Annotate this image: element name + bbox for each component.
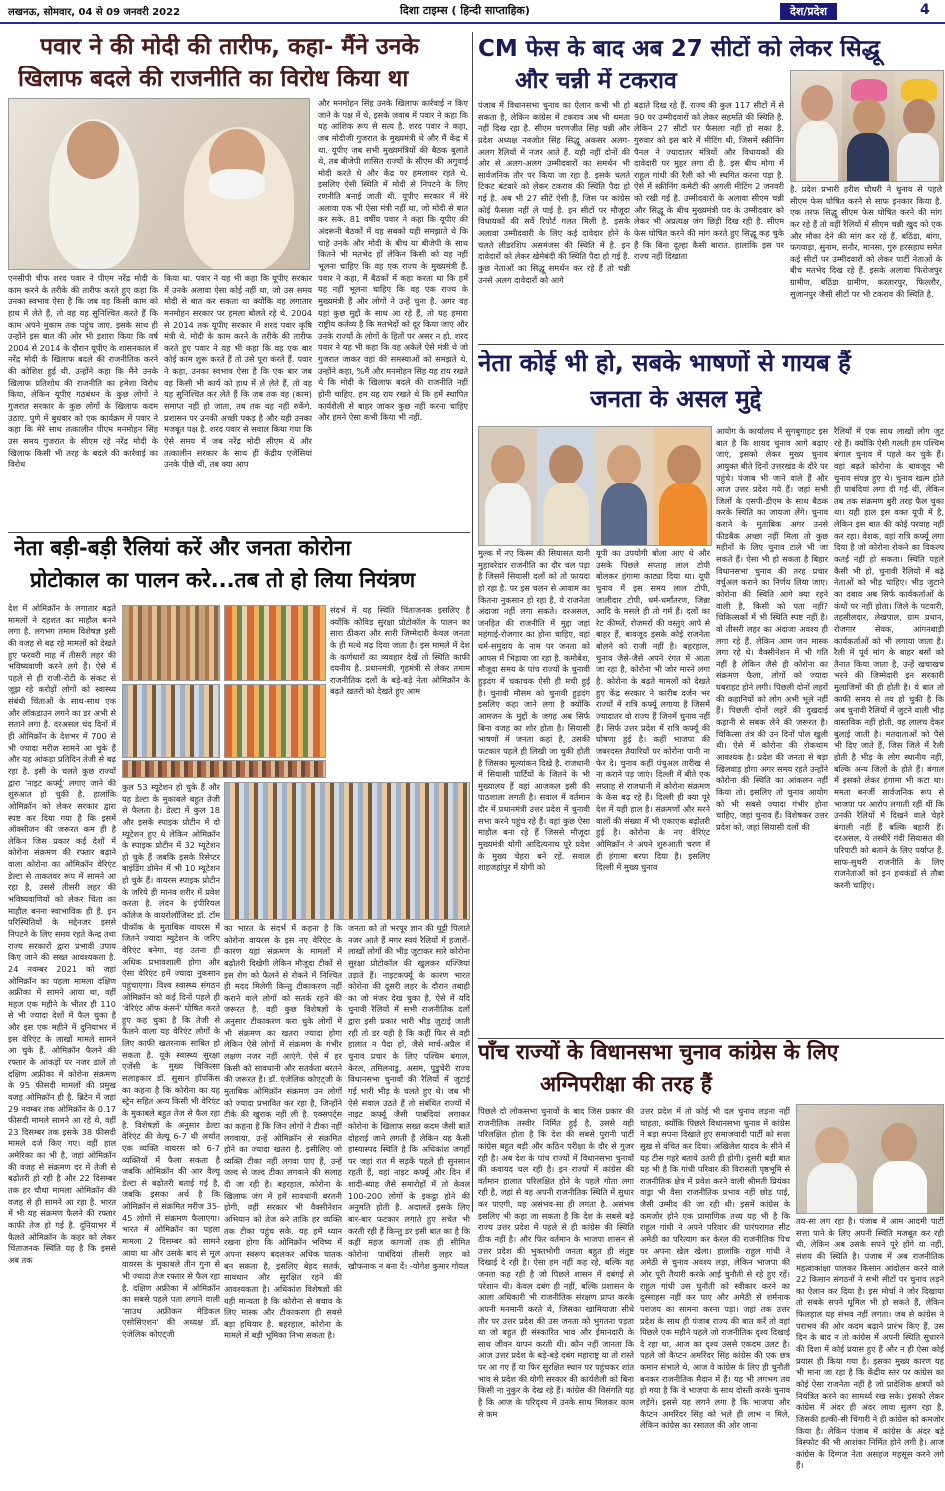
story4-headline-2: जनता के असल मुद्दे [590, 386, 762, 413]
face-shape [801, 85, 833, 121]
section-label: देश/प्रदेश [780, 3, 837, 20]
story2-column-2: बढ़ाते दिख रहे हैं. राज्य की कुल 117 सीटों में से 90 पर उम्मीदवारों को लेकर सहमति की स्थिति है. लेकिन 27 सीटों पर फैसला नहीं हो सका है. गुरुवार को इस बारे में मीटिंग थी, जिसमें स्क्रीनिंग पैनल ने ज्यादातर मंत्रियों और विधायकों की दावेदारी पर मुहर लगा दी है. इस बीच मोगा में राहुल गांधी की रैली को भी स्थगित करना पड़ा है. ऐसे में स्क्रीनिंग कमेटी की अगली मीटिंग 2 जनवरी को रखी गई है. उम्मीदवारों के अलावा सीएम चन्नी और सिद्धू के बीच मुख्यमंत्री पद के उम्मीदवार को लेकर भी अप्रत्यक्ष जंग छिड़ी दिख रही है. सीएम फेस घोषित करने की मांग करते हुए सिद्धू कह चुके हैं कि बिना दूल्हा कैसी बारात. हालांकि इस पर राज्य नहीं दिखाता [634, 100, 784, 262]
story2-headline-2: और चन्नी में टकराव [515, 68, 677, 94]
story2-headline-1: CM फेस के बाद अब 27 सीटों को लेकर सिद्धू [478, 36, 881, 62]
rally-crowd-photo [224, 684, 326, 758]
story1-column-1: एनसीपी चीफ शरद पवार ने पीएम नरेंद्र मोदी के काम करने के तरीके की तारीफ करते हुए कहा कि उनका स्वभाव ऐसा है कि जब वह किसी काम को हाथ में लेते हैं, तो वह यह सुनिश्चित करते हैं कि काम अपने मुकाम तक पहुंच जाए. इसके साथ ही उन्होंने इस बात की ओर भी इशारा किया कि वर्ष 2004 से 2014 के दौरान यूपीए के शासनकाल में नरेंद्र मोदी के खिलाफ बदले की राजनीतिक करने की कोशिश हुई थी. उन्होंने कहा कि मैंने उनके खिलाफ प्रतिशोध की राजनीति का हमेशा विरोध किया, लेकिन यूपीए गठबंधन के कुछ लोगों ने गुजरात सरकार के कुछ लोगों के खिलाफ कदम उठाए. पुणे में बुधवार को एक कार्यक्रम में पवार ने कहा कि मेरे साथ तत्कालीन पीएम मनमोहन सिंह उस समय गुजरात के सीएम रहे नरेंद्र मोदी के खिलाफ किसी भी तरह के बदले की कार्रवाई का विरोध [8, 273, 158, 470]
story4-column-2: यूपी का उपयोगी बोला आए थे और उसके पिछले सप्ताह लाल टोपी बोलकर हंगामा काट्या दिया था। यूपी चुनाव में इस समय लाल टोपी, जालीदार टोपी, धर्म-धर्मांतरण, जिन्ना आदि के मसले ही तो गर्म हैं। दलों का रेट कीमतें, रोजमर्रा की वस्तुएं आपे से बाहर हैं, बावजूद इसके कोई राजनेता बोलने को राजी नहीं है। बहरहाल, चुनाव जैसे-जैसे अपने रंगत में आता जा रहा है, कोरोना भी जोर मारने लगा है. कोरोना के बढ़ते मामलों को देखते हुए केंद्र सरकार ने कारीब दर्जन भर राज्यों में रात्रि कर्फ्यू लगाया है जिसमें ज्यादातर वो राज्य हैं जिनमें चुनाव नहीं हैं। सिर्फ उत्तर प्रदेश में रात्रि कर्फ्यू की घोषणा हुई है। कहीं भाजपा की जबरदस्त तैयारियों पर कोरोना पानी ना फेर दे। चुनाव कहीं पंचुअल तारीख से ना कराने पड़ जाएं। दिल्ली में बीते एक सप्ताह से राजधानी में कोरोना संक्रमण के केस बढ़ रहे हैं। दिल्ली ही क्या पूरे देश में यही हाल है। संक्रमणों और मरने वालों की संख्या में भी एकाएक बढ़ोतरी हुई है। कोरोना के नए वेरिएंट ओमिक्रॉन ने अपने शुरुआती चरण में ही हंगामा बरपा दिया है। इसलिए दिल्ली में मुख्य चुनाव [596, 548, 710, 873]
turban-shape [851, 79, 887, 101]
column-rule [472, 32, 473, 1212]
story5-column-2: उत्तर प्रदेश में तो कोई भी दल चुनाव लड़ना नहीं चाहता, क्योंकि पिछले विधानसभा चुनाव में कांग्रेस ने बड़ा सपना दिखाते हुए समाजवादी पार्टी को सत्ता सुख से वंचित कर दिया। अखिलेश यादव के सीने में यह टीस गहरे बताये उतरी ही होगी। दूसरी बड़ी बात यह भी है कि गांधी परिवार की विरासती पृष्ठभूमि से राजनीतिक क्षेत्र में प्रवेश करने वाली श्रीमती प्रियंका वाड्रा भी वैसा राजनीतिक प्रभाव नहीं छोड़ पाई, जैसी उम्मीद की जा रही थी। इसमें कांग्रेस के कमजोर होने एक प्रामाणिक तथ्य यह भी है कि राहुल गांधी ने अपने परिवार की पारंपरागत सीट अमेठी का परित्याग कर केरल की राजनीतिक पिच पर अपना खेल खेला। हालांकि राहुल गांधी ने अमेठी से चुनाव अवश्य लड़ा, लेकिन भाजपा की ओर पूरी तैयारी करके आई चुनौती से रहे हुए रहें। राहुल गांधी उस चुनौती को स्वीकार करने का दुस्साहस नहीं कर पाए और अमेठी से शर्मनाक पराजय का सामना करना पड़ा। जहां तक उत्तर प्रदेश के साथ ही पंजाब राज्य की बात करें तो वहां पिछले एक महीने पहले जो राजनीतिक दृश्य दिखाई दे रहा था, आज का दृश्य उससे एकदम उलट है। पहले जो कैप्टन अमरिंदर सिंह कांग्रेस की एक छत्र कमान संभाले थे, आज वे कांग्रेस के लिए ही चुनौती बनकर राजनीतिक मैदान में हैं। यह भी लगभग तय हो गया है कि वे भाजपा के साथ दोस्ती करके चुनाव लड़ेंगे। इससे यह लगने लगा है कि भाजपा और कैप्टन अमरिंदर सिंह को भले ही लाभ न मिले, लेकिन कांग्रेस का रसातल की ओर जाना [640, 1106, 790, 1431]
section-rule [8, 532, 470, 533]
face-shape [549, 445, 583, 485]
story3-headline-2: प्रोटोकाल का पालन करे...तब तो हो लिया नियंत्रण [30, 568, 416, 592]
section-rule [478, 1038, 944, 1039]
face-shape [667, 445, 701, 485]
person-figure [807, 1163, 857, 1214]
story4-column-3: आयोग के कार्यालय में सुगबुगाहट इस बात है कि शायद चुनाव आगे बढ़ाए जाएं, इसको लेकर मुख्य चुनाव आयुक्त बीते दिनों उत्तरखंड के दौरे पर पहुंचे। पंजाब भी जाने वाले हैं और आज उत्तर प्रदेश गये हैं। जहां सभी जिलों के एसपी-डीएम के साथ बैठक करके स्थिति का जायजा लेंगे। चुनाव कराने के मुताबिक अगर उनसे फीडबैक अच्छा नहीं मिला तो कुछ महीनों के लिए चुनाव टाले भी जा सकते हैं। ऐसा भी हो सकता है बिहार विधानसभा चुनाव की तरह प्रचार वर्चुअल कराने का निर्णय लिया जाए। कोरोना की स्थिति आगे क्या रहने वाली है, किसी को पता नहीं? चिकित्सकों में भी स्थिति स्पष्ट नहीं है। वो तीसरी लहर का अंदाजा अवश्य ही लगा रहे हैं. लेकिन आम जन मास्क लगा रहे थे। वैक्सीनेशन में भी गति नहीं है लेकिन जैसे ही कोरोना का संक्रमण फैला, लोगों को ज्यादा घबराहट होने लगी। पिछली दोनों लहरों की कहानियों को लोग अभी भूले नहीं हैं। पिछली दोनों लहरें की दुखदाई कहानी से सबक लेने की जरूरत है। चिकित्सा तंत्र की उन दिनों पोल खुली थी। ऐसे में कोरोना की रोकथाम आवश्यक है। प्रदेश की जनता से बड़ा खिलवाड़ होगा अगर समय रहते उन्होंने कोरोना की स्थिति का आंकलन नहीं किया तो। इसलिए तो चुनाव आयोग को भी सबसे ज्यादा गंभीर होना चाहिए, जहां चुनाव हैं। विशेषकर उत्तर प्रदेश को, जहां सियासी दलों की [716, 426, 828, 832]
person-figure [873, 1161, 927, 1214]
person-figure [796, 121, 838, 182]
masthead-date: लखनऊ, सोमवार, 04 से 09 जनवरी 2022 [8, 7, 181, 18]
page-number: 4 [920, 2, 930, 18]
story5-column-1: पिछले दो लोकसभा चुनावों के बाद जिस प्रकार की राजनीतिक तस्वीर निर्मित हुई है, उससे यही परिलक्षित होता है कि देश की सबसे पुरानी पार्टी कांग्रेस बहुत बड़ी और कठिन परीक्षा के दौर से गुजर रही है। अब देश के पांच राज्यों में विधानसभा चुनावों की कवायद चल रही है। इन राज्यों में कांग्रेस की वर्तमान हालात परिलक्षित होने के पहले गोता लगा रही है, जहां से वह अपनी राजनीतिक स्थिति में सुधार कर पाएगी, यह असंभव-सा ही लगता है. असंभव इसलिए भी कहा जा सकता है कि देश के सबसे बड़े राज्य उत्तर प्रदेश में पहले से ही कांग्रेस की स्थिति ठीक नहीं है। और फिर वर्तमान के भाजपा शासन से उत्तर प्रदेश की भुक्तभोगी जनता बहुत ही संतुष्ट दिखाई दे रही है। ऐसा हम नहीं कह रहे, बल्कि वह जनता कह रही है जो पिछले शासन में दबंगई से परेशान थी। केवल दबंग ही नहीं, बल्कि प्रशासन के आला अधिकारी भी राजनीतिक संरक्षण प्राप्त करके अपनी मनमानी करते थे, जिसका खामियाजा सीधे तौर पर उत्तर प्रदेश की उस जनता को भुगतना पड़ता था जो बहुत ही संस्कारित भाव और ईमानदारी के साथ जीवन यापन करती थी। कौन नहीं जानता कि आज उत्तर प्रदेश के बड़े-बड़े दबंग महाराष्ट्र या तो रास्ते पर आ गए हैं या फिर सुरक्षित स्थान पर पहुंचकर शांत भाव से प्रदेश की योगी सरकार की कार्यशैली को बिना किसी ना नुकुर के देख रहे हैं। कांग्रेस की विसंगति यह है कि आज के परिदृश्य में उनके साथ मिलकर काम से कम [478, 1106, 634, 1419]
face-shape [903, 99, 935, 135]
person-figure [601, 483, 647, 546]
story3-column-4: का भारत के संदर्भ में कहना है कि कोरोना वायरस के इस नए वेरिएंट के कारण यहां संक्रमण के मामलों में बढ़ोतरी दिखेगी लेकिन मौजूदा टीकों से इस रोग को फैलने से रोकने में निश्चित ही मदद मिलेगी किन्तु टीकाकरण नहीं कराने वाले लोगों को सतर्क रहने की जरूरत है. वहीं कुछ विशेषज्ञों के अनुसार टीकाकरण करा चुके लोगों में भी संक्रमण का खतरा ज्यादा होगा लेकिन ऐसे लोगों में संक्रमण के गंभीर लक्षण नजर नहीं आएंगे. ऐसे में हर किसी को सावधानी और सतर्कता बरतने की जरूरत है। डॉ. एंजेलिक कोएट्जी के मुताबिक ओमिक्रॉन संक्रमण उन लोगों को ज्यादा प्रभावित कर रहा है, जिन्होंने टीके की खुराक नहीं ली है. एक्सपर्ट्स का कहना है कि जिन लोगों ने टीका नहीं लगवाया, उन्हें ओमिक्रॉन से संक्रमित होने का ज्यादा खतरा है. इसीलिए जो व्यक्ति टीका नहीं लगवा पाए हैं, उन्हें जल्द से जल्द टीका लगवाने की सलाह दी जा रही है। बहरहाल, कोरोना के खिलाफ जंग में हमें सावधानी बरतनी होगी, वहीं सरकार भी वैक्सीनेशन अभियान को तेज करे ताकि हर व्यक्ति तक टीका पहुंच सके. यह हमें ध्यान रखना होगा कि ओमिक्रॉन भविष्य में अपना स्वरूप बदलकर अधिक घातक बन सकता है, इसलिए बेहद सतर्क, सावधान और सुरक्षित रहने की आवश्यकता है। अधिकांश विशेषज्ञों की यही मान्यता है कि कोरोना से बचाव के लिए मास्क और टीकाकरण ही सबसे बड़ा हथियार है. बहरहाल, कोरोना के मामले में बड़ी भूमिका निभा सकता है। [224, 923, 342, 1341]
person-figure [897, 133, 939, 182]
rally-crowd-strip [122, 760, 326, 778]
story5-headline-2: अग्निपरीक्षा की तरह हैं [540, 1072, 712, 1096]
rally-crowd-photo [122, 684, 220, 758]
sonia-rahul-photo [796, 1104, 944, 1214]
mask-crowd-photo [224, 782, 470, 920]
story3-headline-1: नेता बड़ी-बड़ी रैलियां करें और जनता कोरोना [14, 536, 351, 560]
story2-column-3: है. प्रदेश प्रभारी हरीश चौधरी ने चुनाव से पहले सीएम फेस घोषित करने से साफ इनकार किया है. एक तरफ सिद्धू सीएम फेस घोषित करने की मांग कर रहे हैं तो वहीं रैलियों में सीएम चन्नी खुद को एक और मौका देने की मांग कर रहे हैं. बठिंडा, बांगा, फगवाड़ा, सुनाम, सनौर, मानसा, गुरु हरसहाय समेत कई सीटों पर उम्मीदवारों को लेकर पार्टी नेताओं के बीच मतभेद दिख रहे हैं. इसके अलावा फिरोजपुर ग्रामीण, बठिंडा ग्रामीण, करतारपुर, फिल्लौर, सुजानपुर जैसी सीटों पर भी टकराव की स्थिति है. [790, 184, 942, 299]
story2-column-1: पंजाब में विधानसभा चुनाव का ऐलान कभी भी हो सकता है, लेकिन कांग्रेस में टकराव अब भी थमता नहीं दिख रहा है. सीएम चरणजीत सिंह चन्नी और प्रदेश अध्यक्ष नवजोत सिंह सिद्धू अकसर अलग-अलग रैलियों में नजर आते हैं. यही नहीं दोनों की ओर से अलग-अलग उम्मीदवारों का समर्थन भी सार्वजनिक तौर पर किया जा रहा है. इसके चलते टिकट बंटवारे को लेकर टकराव की स्थिति पैदा हो गई है. अब भी 27 सीटें ऐसी हैं, जिस पर कांग्रेस कोई फैसला नहीं ले पाई है. इन सीटों पर मौजूदा विधायकों की सर्वे रिपोर्ट गलत मिली है. इसके अलावा उम्मीदवारी के लिए कई दावेदार होने के चलते लीडरशिप असमंजस की स्थिति में है. इन दावेदारों को लेकर खेमेबंदी की स्थिति पैदा हो गई है. कुछ नेताओं का सिद्धू समर्थन कर रहे हैं तो चन्नी उनसे अलग दावेदारों को आगे [478, 100, 630, 285]
story5-headline-1: पाँच राज्यों के विधानसभा चुनाव कांग्रेस के लिए [478, 1040, 839, 1064]
story1-headline-2: खिलाफ बदले की राजनीति का विरोध किया था [18, 66, 409, 92]
pawar-modi-photo [8, 98, 310, 270]
rally-crowd-photo [122, 605, 220, 681]
face-shape [881, 1123, 917, 1163]
story3-column-3: संदर्भ में यह स्थिति चिंताजनक इसलिए है क्योंकि कोविड सुरक्षा प्रोटोकॉल के पालन का सारा ठीकरा और सारी जिम्मेदारी केवल जनता के ही मत्थे मढ़ दिया जाता है। इस मामले में देश के कर्णधारों का व्यवहार देखें तो स्थिति काफी दयनीय है. प्रधानमंत्री, गृहमंत्री से लेकर तमाम राजनीतिक दलों के बड़े-बड़े नेता ओमिक्रॉन के बढ़ते खतरों को देखते हुए आम [330, 605, 470, 697]
face-shape [491, 445, 525, 485]
politicians-collage-photo [478, 426, 712, 546]
masthead-title: दिशा टाइम्स ( हिन्दी साप्ताहिक) [400, 4, 530, 17]
story5-column-3: तय-सा लग रहा है। पंजाब में आम आदमी पार्टी सत्ता पाने के लिए अपनी स्थिति मजबूत कर रही थी, लेकिन अब उसके सपने पूरे होंगे या नहीं, संशय की स्थिति है। पंजाब में अब राजनीतिक महत्वाकांक्षा पालकर किसान आंदोलन करने वाले 22 किसान संगठनों ने सभी सीटों पर चुनाव लड़ने का ऐलान कर दिया है। इस मोर्चा ने जोर दिखाया तो सबके सपने धूमिल भी हो सकते हैं, लेकिन फिलहाल यह संभव नहीं लगता। जब से कांग्रेस ने पराभव की ओर कदम बढ़ाने प्रारंभ किए हैं, उस दिन के बाद न तो कांग्रेस में अपनी स्थिति सुधारने की दिशा में कोई प्रयास हुए हैं और न ही ऐसा कोई प्रयास ही किया गया है। इसका मुख्य कारण यह भी माना जा रहा है कि केंद्रीय स्तर पर कांग्रेस का कोई ऐसा राजनेता नहीं है जो प्रादेशिक क्षत्रपों को नियंत्रित करने का सामर्थ्य रख सके। इसको लेकर कांग्रेस में अंदर ही अंदर लावा सुलग रहा है, जिसकी हल्की-सी चिंगारी ने ही कांग्रेस को कमजोर किया है। लेकिन पंजाब में कांग्रेस के अंदर बड़े विस्फोट की भी आशंका निर्मित होने लगी है। आज कांग्रेस के दिग्गज नेता असहज महसूस करने लगे हैं। [796, 1216, 944, 1471]
story1-column-3: और मनमोहन सिंह उनके खिलाफ कार्रवाई न किए जाने के पक्ष में थे, इसके जवाब में पवार ने कहा कि यह आंशिक रूप से सत्य है. शरद पवार ने कहा, जब मोदीजी गुजरात के मुख्यमंत्री थे और मैं केंद्र में था. यूपीए जब सभी मुख्यमंत्रियों की बैठक बुलाते थे, तब बीजेपी शासित राज्यों के सीएम की अगुवाई मोदी करते थे और केंद्र पर हमलावर रहते थे. इसलिए ऐसी स्थिति में मोदी से निपटने के लिए रणनीति बनाई जाती थी. यूपीए सरकार में मेरे अलावा एक भी ऐसा मंत्री नहीं था, जो मोदी से बात कर सके. 81 वर्षीय पवार ने कहा कि यूपीए की अंदरूनी बैठकों में वह सबको यही समझाते थे कि चाहे उनके और मोदी के बीच या बीजेपी के साथ कितने भी मतभेद हों लेकिन किसी को यह नहीं भूलना चाहिए कि वह एक राज्य के मुख्यमंत्री हैं. पवार ने कहा, मैं बैठकों में कहा करता था कि हमें यह नहीं भूलना चाहिए कि वह एक राज्य के मुख्यमंत्री हैं और लोगों ने उन्हें चुना है. अगर वह यहां कुछ मुद्दों के साथ आ रहे हैं, तो यह हमारा राष्ट्रीय कर्तव्य है कि मतभेदों को दूर किया जाए और उनके राज्यों के लोगों के हितों पर असर न हो. शरद पवार ने यह भी कहा कि वह अकेले ऐसे मंत्री थे जो गुजरात जाकर वहां की समस्याओं को समझते थे. उन्होंने कहा, %मैं और मनमोहन सिंह यह राय रखते थे कि मोदी के खिलाफ बदले की राजनीति नहीं होनी चाहिए. हम यह राय रखते थे कि हमें स्थापित कार्यशैली से बाहर जाकर कुछ नहीं करना चाहिए और हमने ऐसा कभी किया भी नहीं. [318, 98, 468, 423]
story4-headline-1: नेता कोई भी हो, सबके भाषणों से गायब हैं [478, 350, 851, 377]
story1-headline-1: पवार ने की मोदी की तारीफ, कहा- मैंने उनके [40, 34, 419, 60]
face-shape [67, 121, 119, 179]
person-figure [485, 483, 531, 546]
story3-column-2: कुल 53 म्यूटेशन हो चुके हैं और यह डेल्टा के मुकाबले बहुत तेजी से फैलता है। डेल्टा में कुल 18 और इसके स्पाइक प्रोटीन में दो म्यूटेशन हुए थे लेकिन ओमिक्रॉन के स्पाइक प्रोटीन में 32 म्यूटेशन हो चुके हैं जबकि इसके रिसेप्टर बाइंडिंग डोमेन में भी 10 म्यूटेशन हो चुके हैं। वायरस स्पाइक प्रोटीन के जरिये ही मानव शरीर में प्रवेश करता है. लंदन के इंपीरियल कॉलेज के वायरोलॉजिस्ट डॉ. टॉम पीकॉक के मुताबिक वायरस में जितने ज्यादा म्यूटेशन के जरिए वेरिएंट बनेगा, वह उतना ही अधिक प्रभावशाली होगा और ऐसा वेरिएंट हमें ज्यादा नुकसान पहुंचाएगा। विश्व स्वास्थ्य संगठन ओमिक्रॉन को कई दिनों पहले ही 'वेरिएंट ऑफ कंसर्न' घोषित करते हुए कह चुका है कि तेजी से फैलने वाला यह वेरिएंट लोगों के लिए काफी खतरनाक साबित हो सकता है. यूके स्वास्थ्य सुरक्षा एजेंसी के मुख्य चिकित्सा सलाहकार डॉ. सुसान हॉपकिंस का कहना है कि कोरोना का यह स्ट्रेन सहित अन्य किसी भी वेरिएंट के मुकाबले बहुत तेज से फैल रहा है. विशेषज्ञों के अनुसार डेल्टा वेरिएंट की वेल्यू 6-7 थी अर्थात् एक व्यक्ति वायरस को 6-7 व्यक्तियों में फैला सकता है जबकि ओमिक्रॉन की आर वैल्यू डेल्टा से बढ़ोतरी बताई गई है, जबकि इसका अर्थ है कि ओमिक्रॉन से संक्रमित मरीज 35-45 लोगों में संक्रमण फैलाएगा। भारत में ओमिक्रॉन का पहला मामला 2 दिसम्बर को सामने आया था और उसके बाद से मूल वायरस के मुकाबले तीन गुना से भी ज्यादा तेज रफ्तार से फैल रहा है. दक्षिण अफ्रीका में ओमिक्रॉन का सबसे पहले पता लगाने वाली 'साउथ अफ्रीकन मेडिकल एसोसिएशन' की अध्यक्ष डॉ. एंजेलिक कोएट्जी [122, 782, 220, 1340]
face-shape [853, 99, 885, 135]
rally-stage-photo [224, 605, 326, 681]
masthead [0, 0, 945, 24]
face-shape [607, 445, 641, 485]
turban-shape [901, 79, 937, 101]
story1-column-2: किया था. पवार ने यह भी कहा कि यूपीए सरकार में उनके अलावा ऐसा कोई नहीं था, जो उस समय मोदी से बात कर सकता था क्योंकि वह लगातार मनमोहन सरकार पर हमला बोलते रहे थे. 2004 से 2014 तक यूपीए सरकार में शरद पवार कृषि मंत्री थे. मोदी के काम करने के तरीके की तारीफ करते हुए पवार ने यह भी कहा कि वह एक बार कोई काम शुरू करते हैं तो उसे पूरा करते हैं. पवार ने कहा, उनका स्वभाव ऐसा है कि एक बार जब वह किसी भी कार्य को हाथ में ले लेते हैं, तो वह यह सुनिश्चित कर लेते हैं कि जब तक वह (काम) समाप्त नहीं हो जाता, तब तक वह नहीं रुकेंगे. प्रशासन पर उनकी अच्छी पकड़ है और यही उनका मजबूत पक्ष है. शरद पवार से सवाल किया गया कि ऐसे समय में जब नरेंद्र मोदी सीएम थे और तत्कालीन सरकार के साथ ही केंद्रीय एजेंसियां उनके पीछे थीं, तब क्या आप [164, 273, 312, 470]
beard-shape [209, 169, 265, 199]
person-figure [659, 483, 707, 546]
story3-column-5: जनता को तो भरपूर ज्ञान की घुट्टी पिलाते नजर आते हैं मगर स्वयं रैलियों में हजारों-लाखों लोगों की भीड़ जुटाकर सारे कोरोना सुरक्षा प्रोटोकॉल की खुलकर धज्जियां उड़ाते हैं। नाइटकर्फ्यू के कारण भारत कोरोना की दूसरी लहर के दौरान तबाही का जो मंजर देख चुका है, ऐसे में यदि चुनावी रैलियों में सभी राजनीतिक दलों द्वारा इसी प्रकार भारी भीड़ जुटाई जाती रही तो डर यही है कि कहीं फिर से वही हालात न पैदा हों, जैसे मार्च-अप्रैल में चुनाव प्रचार के लिए पश्चिम बंगाल, केरल, तमिलनाडु, असम, पुडुचेरी राज्य विधानसभा चुनावों की रैलियों में जुटाई गई भारी भीड़ के चलते हुए थे। जब भी ऐसे सवाल उठते हैं तो संबंधित राज्यों में नाइट कर्फ्यू जैसी पाबंदियां लगाकर कोरोना के खिलाफ सख्त कदम जैसी बातें दोहराई जाने लगती हैं लेकिन यह कैसी हास्यास्पद स्थिति है कि अधिकांश जगहों पर जहां रात में सड़कें पहले ही सुनसान रहती हैं, वहां नाइट कर्फ्यू और दिन में शादी-ब्याह जैसे समारोहों में तो केवल 100-200 लोगों के इकट्ठा होने की अनुमति होती है. अदालतें इसके लिए बार-बार फटकार लगाते हुए सचेत भी करती रही हैं किन्तु डर इसी बात का है कि कहीं महज कागजों तक ही सीमित कोरोना पाबंदियां तीसरी लहर को खौफनाक न बना दें। -योगेश कुमार गोयल [348, 923, 470, 1271]
section-rule [478, 344, 944, 345]
story4-column-4: रैलियों में एक साथ लाखों लोग जुट रहे हैं। क्योंकि ऐसी गलती हम पश्चिम बंगाल चुनाव में पहले कर चुके हैं। वहां बढ़ते कोरोना के बावजूद भी चुनाव संपन्न हुए थे। चुनाव खत्म होते ही पाबंदियां लगा दी गई थीं, लेकिन तब तक संक्रमण बुरी तरह फैल चुका था। यही हाल इस वक्त यूपी में है, लेकिन इस बात की कोई परवाह नहीं कर रहा। वेशक, वहां रात्रि कर्फ्यू लगा दिया है जो कोरोना रोकने का विकल्प कतई नहीं हो सकता। स्थिति पहले कैसी भी हो, चुनावी रैलियों में बढ़े नेताओं को भीड़ चाहिए। भीड़ जुटाने का दबाव अब सिर्फ कार्यकर्ताओं के कंधों पर नहीं होता। जिले के पटवारी, तहसीलदार, लेखपाल, ग्राम प्रधान, रोजगार सेवक, आंगनबाड़ी कार्यकर्ताओं को भी लगाया जाता है। रैली में पूर्व मांग के बाहर बसों को तैनात किया जाता है, उन्हें खचाखच भरने की जिम्मेदारी इन सरकारी मुलाजिमों की ही होती है। ये बात तो काफी समय से तय हो चुकी है कि अब चुनावी रैलियों में जुटने वाली भीड़ वास्तविक नहीं होती, वह लालच देकर बुलाई जाती है। मतदाताओं को पैसे भी दिए जाते हैं, जिस जिले में रैली होती है भीड़ के लोग स्थानीय नहीं, बल्कि अन्य जिलों के होते हैं। बंगाल में इसको लेकर हंगामा भी कटा था। ममता बनर्जी सार्वजनिक रूप से भाजपा पर आरोप लगाती रहीं थीं कि उनकी रैलियों में दिखने वाले चेहरे बंगाली नहीं हैं बल्कि बहारी हैं। दरअसल, ये तस्वीरें गंदी सियासत की परिपाटी को बताने के लिए पर्याप्त हैं. साफ-सुथरी राजनीति के लिए राजनेताओं को इन हथकंडों से तौबा करनी चाहिए। [834, 426, 944, 890]
face-shape [815, 1127, 849, 1165]
sidhu-channi-sonia-photo [790, 70, 944, 182]
story3-column-1: देश में ओमिक्रॉन के लगातार बढ़ते मामलों ने दहशत का माहौल बनने लगा है. लगभग तमाम विशेषज्ञ इसी की वजह से बढ़ रहे मामलों को देखते हुए फरवरी माह में तीसरी लहर की भविष्यवाणी करने लगे हैं। ऐसे में पहले से ही राजी-रोटी के संकट से जूझ रहे करोड़ों लोगों को स्वास्थ्य संबंधी चिंताओं के साथ-साथ एक और लॉकडाउन लगने का डर अभी से सताने लगा है. दरअसल चंद दिनों में ही ओमिक्रॉन के देशभर में 700 से भी ज्यादा मरीज सामने आ चुके हैं और यह आंकड़ा प्रतिदिन तेजी से बढ़ रहा है. इसी के चलते कुछ राज्यों द्वारा 'नाइट कर्फ्यू' लगाए जाने की शुरुआत हो चुकी है. हालांकि ओमिक्रॉन को लेकर सरकार द्वारा स्पष्ट कर दिया गया है कि इसमें ऑक्सीजन की जरूरत कम ही है लेकिन जिस प्रकार कई देशों में कोरोना संक्रमण की रफ्तार बढ़ाने वाला कोरोना का ओमिक्रॉन वेरिएंट डेल्टा से ताकतवर रूप में सामने आ रहा है, उससे तीसरी लहर की भविष्यवाणियों को लेकर चिंता का माहौल बनना स्वाभाविक ही है. इन परिस्थितियों के मद्देनजर इससे निपटने के लिए समय रहते केन्द्र तथा राज्य सरकारों द्वारा प्रभावी उपाय किए जाने की सख्त आवश्यकता है. 24 नवम्बर 2021 को जहां ओमिक्रॉन का पहला मामला दक्षिण अफ्रीका में सामने आया था, वहीं महज एक महीने के भीतर ही 110 से भी ज्यादा देशों में फैल चुका है और इस एक महीने में दुनियाभर में इस वेरिएंट के लाखों मामले सामने आ चुके हैं. ओमिक्रॉन फैलने की रफ्तार के आंकड़ों पर नजर डालें तो दक्षिण अफ्रीका में कोरोना संक्रमण के 95 फीसदी मामलों की प्रमुख वजह ओमिक्रॉन ही है. ब्रिटेन में जहां 29 नवम्बर तक ओमिक्रॉन के 0.17 फीसदी मामले सामने आ रहे थे, वहीं 23 दिसम्बर तक इसके 38 फीसदी मामले दर्ज किए गए। वहीं हाल अमेरिका का भी है, जहां ओमिक्रॉन की वजह से संक्रमण दर में तेजी से बढ़ोतरी हो रही है और 22 दिसम्बर तक हर चौथा मामला ओमिक्रॉन की वजह से ही सामने आ रहा है. भारत में भी यह संक्रमण फैलने की रफ्तार काफी तेज हो गई है. दुनियाभर में फैलते ओमिक्रॉन के कहर को लेकर चिंताजनक स्थिति यह है कि इससे अब तक [8, 603, 116, 1265]
person-figure [847, 133, 889, 182]
story4-column-1: मुल्क में नए किस्म की सियासत यानी मुहावरेदार राजनीति का दौर चल पड़ा है जिसमें सियासी दलों को तो फायदा हो रहा है. पर इस चलन से आवाम का कितना नुकसान हो रहा है, ये राजनेता अंदाजा नहीं लगा सकते। दरअसल, जनहित की राजनीति में मुद्दा जहां महंगाई-रोजगार का होना चाहिए, वहां धर्म-समुदाय के नाम पर जनता को आपस में भिड़ाया जा रहा है. कमोबेश, मौजूदा समय के पांच राज्यों के चुनावी हुड़दंग में चकाचक ऐसी ही मची हुई है। चुनावी मौसम को चुनावी हुड़दंग इसलिए कहा जाने लगा है क्योंकि आमजन के मुद्दों के जगह अब सिर्फ बिना वजह का शोर होता है। सियासी भाषणों में जनता कहां है, उसकी फटकार पहले ही लिखी जा चुकी होती है जिसका मूल्यांकन दिखे है. राजधानी में सियासी पार्टियों के जितने के भी मुख्यालय हैं वहां आजकल इसी की पाठशाला लगती है। सवाल में वर्तमान दौर में प्रधानमंत्री उत्तर प्रदेश में चुनावी सभा करने पहुंच रहे हैं। वहां कुछ ऐसा माहौल बना रहे हैं जिससे मौजूदा मुख्यमंत्री योगी आदित्यनाथ पूरे प्रदेश के मुख्य चेहरा बने रहें. सवाल शाहजहांपुर में योगी को [478, 548, 590, 873]
person-figure [543, 483, 589, 546]
